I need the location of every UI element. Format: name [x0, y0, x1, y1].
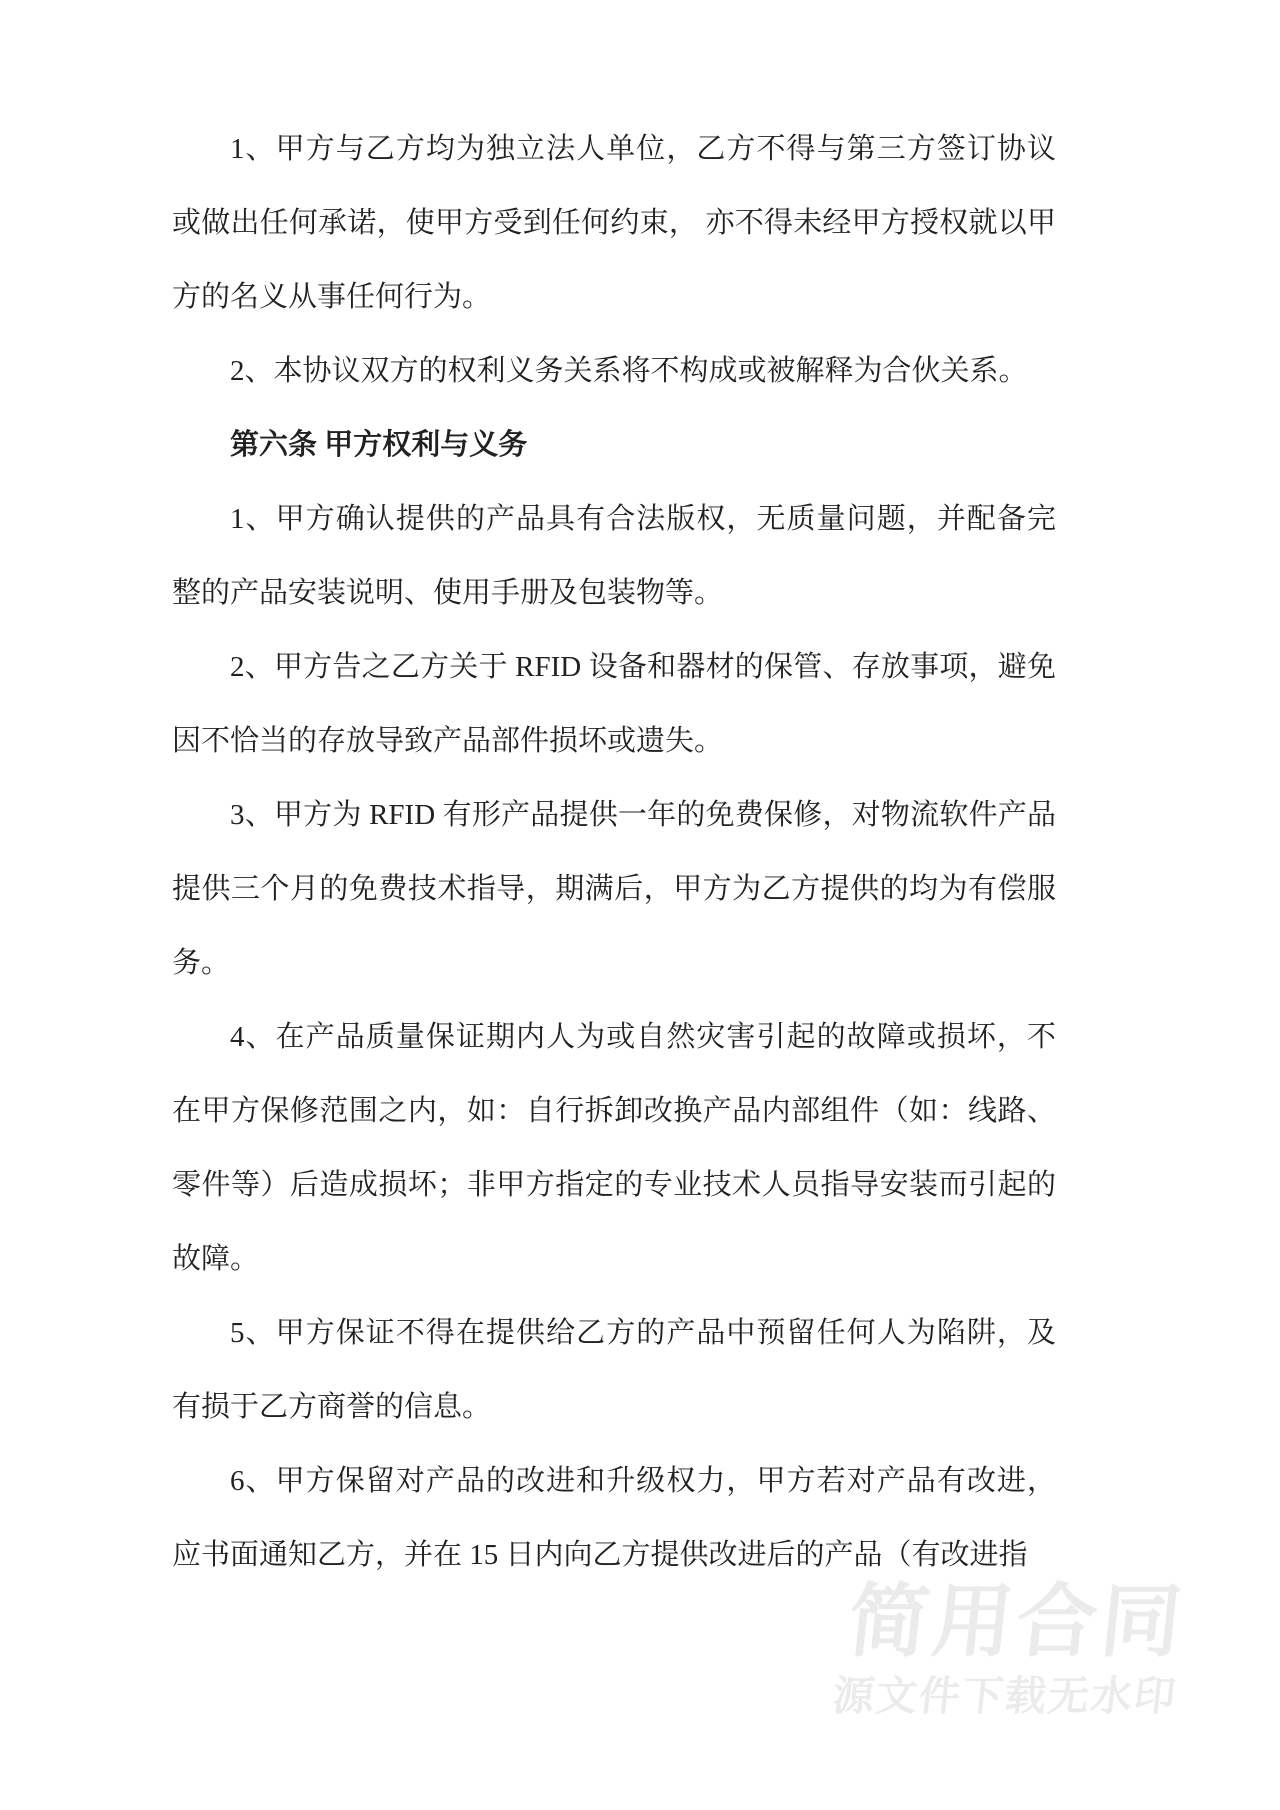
section-heading: 第六条 甲方权利与义务	[230, 429, 528, 461]
clause-paragraph: 3、甲方为 RFID 有形产品提供一年的免费保修，对物流软件产品提供三个月的免费技术指导，期满后，甲方为乙方提供的均为有偿服务。	[172, 799, 1056, 979]
watermark-tagline-text: 源文件下载无水印	[830, 1673, 1180, 1719]
clause-paragraph: 5、甲方保证不得在提供给乙方的产品中预留任何人为陷阱，及有损于乙方商誉的信息。	[172, 1317, 1056, 1423]
clause-paragraph: 2、甲方告之乙方关于 RFID 设备和器材的保管、存放事项，避免因不恰当的存放导致产品部件损坏或遗失。	[172, 651, 1056, 757]
clause-paragraph: 2、本协议双方的权利义务关系将不构成或被解释为合伙关系。	[230, 355, 1028, 387]
watermark	[830, 1577, 1190, 1719]
clause-paragraph: 6、甲方保留对产品的改进和升级权力，甲方若对产品有改进，应书面通知乙方，并在 15 日内向乙方提供改进后的产品（有改进指	[172, 1465, 1056, 1571]
clause-paragraph: 1、甲方与乙方均为独立法人单位，乙方不得与第三方签订协议或做出任何承诺，使甲方受到任何约束， 亦不得未经甲方授权就以甲方的名义从事任何行为。	[172, 133, 1056, 313]
clause-paragraph: 1、甲方确认提供的产品具有合法版权，无质量问题，并配备完整的产品安装说明、使用手册及包装物等。	[172, 503, 1056, 609]
contract-body	[172, 112, 1056, 1592]
clause-paragraph: 4、在产品质量保证期内人为或自然灾害引起的故障或损坏，不在甲方保修范围之内，如：自行拆卸改换产品内部组件（如：线路、零件等）后造成损坏；非甲方指定的专业技术人员指导安装而引起的故障。	[172, 1021, 1056, 1275]
watermark-brand-text: 简用合同	[844, 1577, 1190, 1666]
